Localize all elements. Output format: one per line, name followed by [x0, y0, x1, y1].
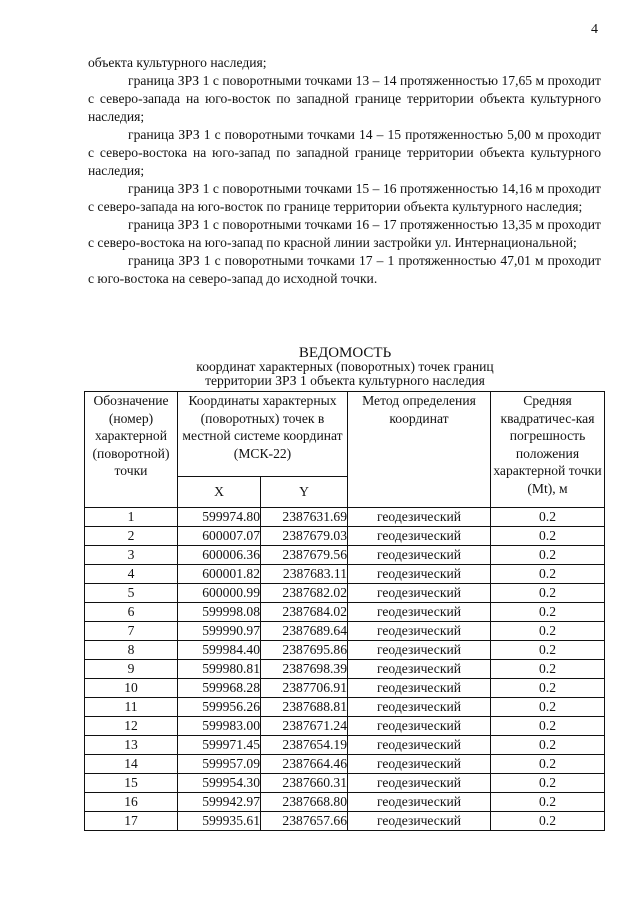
method-cell: геодезический	[348, 508, 491, 527]
method-cell: геодезический	[348, 622, 491, 641]
method-cell: геодезический	[348, 812, 491, 831]
error-cell: 0.2	[491, 679, 605, 698]
y-coordinate-cell: 2387688.81	[261, 698, 348, 717]
method-cell: геодезический	[348, 660, 491, 679]
method-cell: геодезический	[348, 774, 491, 793]
y-coordinate-cell: 2387684.02	[261, 603, 348, 622]
y-coordinate-cell: 2387689.64	[261, 622, 348, 641]
error-cell: 0.2	[491, 717, 605, 736]
method-cell: геодезический	[348, 755, 491, 774]
error-cell: 0.2	[491, 584, 605, 603]
point-number-cell: 10	[85, 679, 178, 698]
y-coordinate-cell: 2387683.11	[261, 565, 348, 584]
point-number-cell: 11	[85, 698, 178, 717]
page-number: 4	[591, 22, 598, 37]
header-point: Обозначение (номер) характерной (поворотной) точки	[85, 392, 178, 508]
y-coordinate-cell: 2387679.03	[261, 527, 348, 546]
table-row	[85, 508, 605, 527]
table-body	[85, 508, 605, 831]
y-coordinate-cell: 2387682.02	[261, 584, 348, 603]
point-number-cell: 3	[85, 546, 178, 565]
x-coordinate-cell: 599984.40	[178, 641, 261, 660]
y-coordinate-cell: 2387679.56	[261, 546, 348, 565]
paragraph: граница ЗРЗ 1 с поворотными точками 16 – 17 протяженностью 13,35 м проходит с северо-востока на юго-запад по красной линии застройки ул. Интернациональной;	[88, 217, 601, 250]
x-coordinate-cell: 600007.07	[178, 527, 261, 546]
x-coordinate-cell: 599954.30	[178, 774, 261, 793]
paragraph: граница ЗРЗ 1 с поворотными точками 14 – 15 протяженностью 5,00 м проходит с северо-востока на юго-запад по западной границе территории объекта культурного наследия;	[88, 127, 601, 178]
list-title: ВЕДОМОСТЬ	[298, 345, 392, 361]
list-subtitle-line: координат характерных (поворотных) точек границ	[196, 359, 494, 374]
point-number-cell: 17	[85, 812, 178, 831]
table-row	[85, 774, 605, 793]
point-number-cell: 14	[85, 755, 178, 774]
table-row	[85, 603, 605, 622]
list-subtitle-line: территории ЗРЗ 1 объекта культурного наследия	[205, 373, 485, 388]
paragraph: граница ЗРЗ 1 с поворотными точками 17 – 1 протяженностью 47,01 м проходит с юго-востока на северо-запад до исходной точки.	[88, 253, 601, 286]
error-cell: 0.2	[491, 755, 605, 774]
error-cell: 0.2	[491, 793, 605, 812]
error-cell: 0.2	[491, 603, 605, 622]
y-coordinate-cell: 2387657.66	[261, 812, 348, 831]
method-cell: геодезический	[348, 527, 491, 546]
x-coordinate-cell: 599990.97	[178, 622, 261, 641]
method-cell: геодезический	[348, 698, 491, 717]
error-cell: 0.2	[491, 527, 605, 546]
body-text	[88, 54, 601, 288]
table-row	[85, 717, 605, 736]
error-cell: 0.2	[491, 698, 605, 717]
y-coordinate-cell: 2387671.24	[261, 717, 348, 736]
error-cell: 0.2	[491, 660, 605, 679]
method-cell: геодезический	[348, 546, 491, 565]
point-number-cell: 5	[85, 584, 178, 603]
x-coordinate-cell: 599980.81	[178, 660, 261, 679]
x-coordinate-cell: 599935.61	[178, 812, 261, 831]
y-coordinate-cell: 2387660.31	[261, 774, 348, 793]
point-number-cell: 4	[85, 565, 178, 584]
y-coordinate-cell: 2387695.86	[261, 641, 348, 660]
header-y: Y	[261, 477, 348, 508]
y-coordinate-cell: 2387631.69	[261, 508, 348, 527]
paragraph: граница ЗРЗ 1 с поворотными точками 13 – 14 протяженностью 17,65 м проходит с северо-запада на юго-восток по западной границе территории объекта культурного наследия;	[88, 73, 601, 124]
x-coordinate-cell: 600001.82	[178, 565, 261, 584]
table-row	[85, 622, 605, 641]
x-coordinate-cell: 599957.09	[178, 755, 261, 774]
x-coordinate-cell: 599971.45	[178, 736, 261, 755]
table-row	[85, 584, 605, 603]
point-number-cell: 2	[85, 527, 178, 546]
table-row	[85, 641, 605, 660]
table-row	[85, 812, 605, 831]
header-error: Средняя квадратичес-кая погрешность положения характерной точки (Mt), м	[491, 392, 605, 508]
table-row	[85, 565, 605, 584]
y-coordinate-cell: 2387698.39	[261, 660, 348, 679]
y-coordinate-cell: 2387664.46	[261, 755, 348, 774]
x-coordinate-cell: 599998.08	[178, 603, 261, 622]
paragraph: объекта культурного наследия;	[88, 55, 267, 70]
method-cell: геодезический	[348, 641, 491, 660]
table-row	[85, 736, 605, 755]
x-coordinate-cell: 599968.28	[178, 679, 261, 698]
error-cell: 0.2	[491, 622, 605, 641]
method-cell: геодезический	[348, 584, 491, 603]
y-coordinate-cell: 2387706.91	[261, 679, 348, 698]
point-number-cell: 13	[85, 736, 178, 755]
method-cell: геодезический	[348, 717, 491, 736]
x-coordinate-cell: 599942.97	[178, 793, 261, 812]
x-coordinate-cell: 599983.00	[178, 717, 261, 736]
point-number-cell: 15	[85, 774, 178, 793]
point-number-cell: 7	[85, 622, 178, 641]
error-cell: 0.2	[491, 812, 605, 831]
y-coordinate-cell: 2387654.19	[261, 736, 348, 755]
method-cell: геодезический	[348, 736, 491, 755]
header-method: Метод определения координат	[348, 392, 491, 508]
point-number-cell: 16	[85, 793, 178, 812]
error-cell: 0.2	[491, 736, 605, 755]
point-number-cell: 1	[85, 508, 178, 527]
header-x: X	[178, 477, 261, 508]
point-number-cell: 12	[85, 717, 178, 736]
x-coordinate-cell: 599956.26	[178, 698, 261, 717]
table-row	[85, 679, 605, 698]
x-coordinate-cell: 600000.99	[178, 584, 261, 603]
error-cell: 0.2	[491, 774, 605, 793]
coordinates-table	[84, 391, 605, 831]
method-cell: геодезический	[348, 603, 491, 622]
y-coordinate-cell: 2387668.80	[261, 793, 348, 812]
table-row	[85, 698, 605, 717]
method-cell: геодезический	[348, 679, 491, 698]
point-number-cell: 8	[85, 641, 178, 660]
table-row	[85, 793, 605, 812]
x-coordinate-cell: 600006.36	[178, 546, 261, 565]
error-cell: 0.2	[491, 565, 605, 584]
point-number-cell: 6	[85, 603, 178, 622]
table-row	[85, 546, 605, 565]
method-cell: геодезический	[348, 565, 491, 584]
list-subtitle	[150, 360, 540, 388]
table-row	[85, 755, 605, 774]
paragraph: граница ЗРЗ 1 с поворотными точками 15 – 16 протяженностью 14,16 м проходит с северо-запада на юго-восток по границе территории объекта культурного наследия;	[88, 181, 601, 214]
error-cell: 0.2	[491, 508, 605, 527]
table-row	[85, 527, 605, 546]
point-number-cell: 9	[85, 660, 178, 679]
method-cell: геодезический	[348, 793, 491, 812]
x-coordinate-cell: 599974.80	[178, 508, 261, 527]
error-cell: 0.2	[491, 641, 605, 660]
header-coordinates: Координаты характерных (поворотных) точек в местной системе координат (МСК-22)	[178, 392, 348, 477]
error-cell: 0.2	[491, 546, 605, 565]
table-row	[85, 660, 605, 679]
